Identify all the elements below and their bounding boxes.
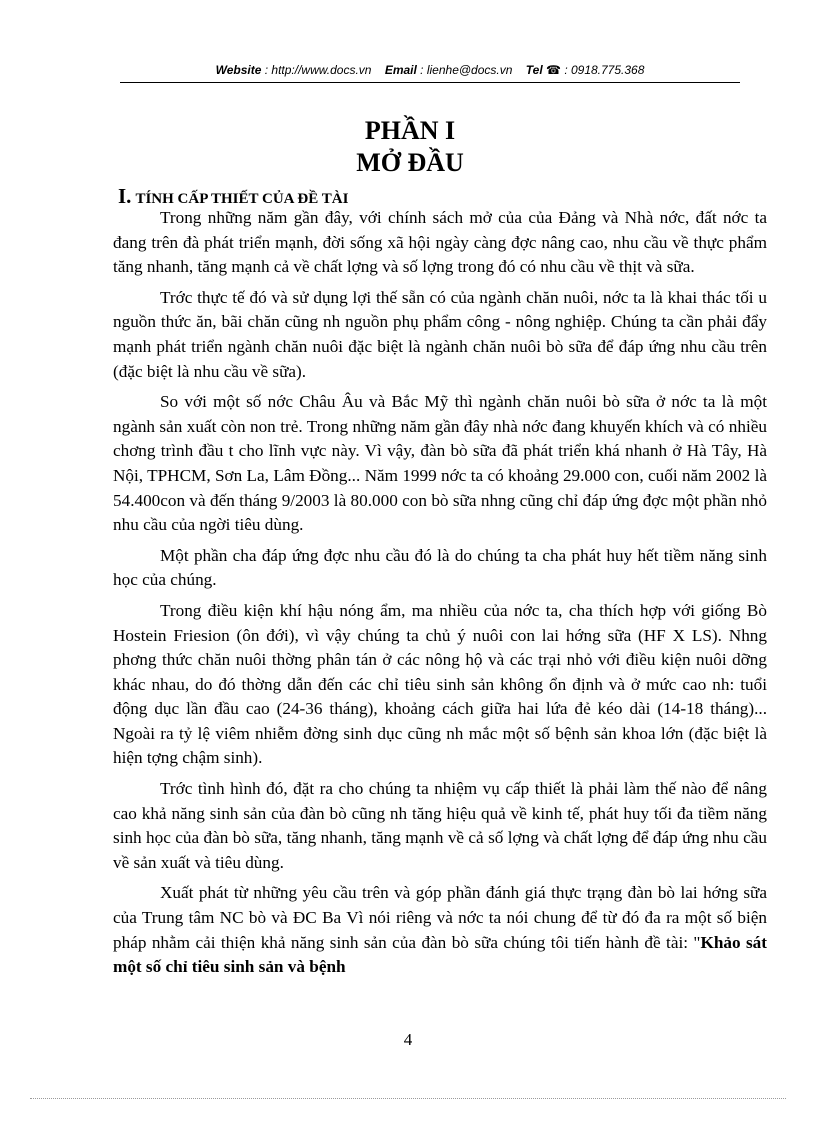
paragraph: Trớc thực tế đó và sử dụng lợi thế sẵn có của ngành chăn nuôi, nớc ta là khai thác tối u nguồn thức ăn, bãi chăn cũng nh nguồn phụ phẩm công - nông nghiệp. Chúng ta cần phải đẩy mạnh phát triển ngành chăn nuôi đặc biệt là ngành chăn nuôi bò sữa để đáp ứng nhu cầu trên (đặc biệt là nhu cầu về sữa). [113, 287, 767, 381]
part-title: PHẦN I [364, 116, 456, 145]
document-body [113, 206, 767, 986]
paragraph: So với một số nớc Châu Âu và Bắc Mỹ thì ngành chăn nuôi bò sữa ở nớc ta là một ngành sản xuất còn non trẻ. Trong những năm gần đây nhà nớc đang khuyến khích và có nhiều chơng trình đầu t cho lĩnh vực này. Vì vậy, đàn bò sữa đã phát triển khá nhanh ở Hà Tây, Hà Nội, TPHCM, Sơn La, Lâm Đồng... Năm 1999 nớc ta có khoảng 29.000 con, cuối năm 2002 là 54.400con và đến tháng 9/2003 là 80.000 con bò sữa nhng cũng chỉ đáp ứng đợc một phần nhỏ nhu cầu của ngời tiêu dùng. [113, 392, 767, 535]
phone-icon: ☎ [546, 63, 561, 77]
tel-label: Tel [525, 63, 543, 77]
paragraph-last-text: Xuất phát từ những yêu cầu trên và góp phần đánh giá thực trạng đàn bò lai hớng sữa của Trung tâm NC bò và ĐC Ba Vì nói riêng và nớc ta nói chung để từ đó đa ra một số biện pháp nhằm cải thiện khả năng sinh sản của đàn bò sữa chúng tôi tiến hành đề tài: " [113, 883, 767, 952]
page-header [120, 63, 740, 77]
email-label: Email [384, 63, 417, 77]
website-label: Website [215, 63, 262, 77]
section-title: TÍNH CẤP THIẾT CỦA ĐỀ TÀI [135, 191, 349, 207]
thesis-title: Khảo sát một số chỉ tiêu sinh sản và bệnh [113, 932, 767, 977]
header-divider [120, 82, 740, 83]
paragraph: Trong những năm gần đây, với chính sách mở của của Đảng và Nhà nớc, đất nớc ta đang trên đà phát triển mạnh, đời sống xã hội ngày càng đợc nâng cao, nhu cầu về thực phẩm tăng nhanh, tăng mạnh cả về chất lợng và số lợng trong đó có nhu cầu về thịt và sữa. [113, 208, 767, 277]
email-address: : lienhe@docs.vn [420, 63, 513, 77]
footer-divider [30, 1098, 786, 1099]
part-subtitle: MỞ ĐẦU [356, 148, 464, 177]
paragraph-last [113, 881, 767, 979]
paragraph: Một phần cha đáp ứng đợc nhu cầu đó là do chúng ta cha phát huy hết tiềm năng sinh học của chúng. [113, 545, 767, 590]
section-number: I. [118, 184, 132, 208]
website-url: : http://www.docs.vn [264, 63, 372, 77]
paragraph: Trớc tình hình đó, đặt ra cho chúng ta nhiệm vụ cấp thiết là phải làm thế nào để nâng cao khả năng sinh sản của đàn bò cũng nh tăng hiệu quả về kinh tế, phát huy tối đa tiềm năng sinh học của đàn bò sữa, tăng nhanh, tăng mạnh về cả số lợng và chất lợng để đáp ứng nhu cầu về sản xuất và tiêu dùng. [113, 779, 767, 872]
phone-number: : 0918.775.368 [564, 63, 645, 77]
page-number: 4 [403, 1030, 413, 1049]
paragraph: Trong điều kiện khí hậu nóng ẩm, ma nhiều của nớc ta, cha thích hợp với giống Bò Hostein Friesion (ôn đới), vì vậy chúng ta chủ ý nuôi con lai hớng sữa (HF X LS). Nhng phơng thức chăn nuôi thờng phân tán ở các nông hộ và các trại nhỏ với điều kiện nuôi dỡng khác nhau, do đó thờng dẫn đến các chỉ tiêu sinh sản không ổn định và ở mức cao nh: tuổi động dục lần đầu cao (24-36 tháng), khoảng cách giữa hai lứa đẻ kéo dài (14-18 tháng)... Ngoài ra tỷ lệ viêm nhiễm đờng sinh dục cũng nh mắc một số bệnh sản khoa lớn (đặc biệt là hiện tợng chậm sinh). [113, 600, 767, 768]
